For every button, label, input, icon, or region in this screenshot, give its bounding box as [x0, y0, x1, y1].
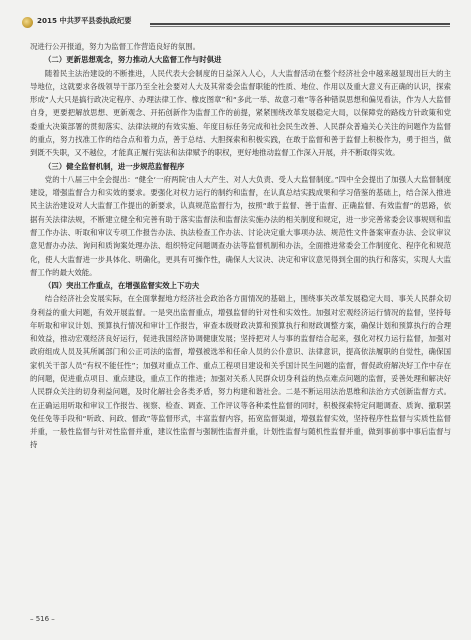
- emblem-icon: [22, 17, 33, 28]
- running-title: 2015 中共罗平县委执政纪要: [37, 16, 132, 25]
- page-number: – 516 –: [30, 615, 55, 623]
- section-heading: （三）健全监督机制，进一步规范监督程序: [44, 161, 185, 171]
- body-text: [30, 40, 451, 452]
- section-heading: （四）突出工作重点，在增强监督实效上下功夫: [44, 281, 200, 291]
- section-heading: （二）更新思想观念，努力推动人大监督工作与时俱进: [44, 55, 222, 65]
- paragraph: 随着民主法治建设的不断推进，人民代表大会制度的日益深入人心，人大监督活动在整个经济社会中越来越显现出巨大的主导地位，这就要求各级领导干部乃至全社会要对人大及其常委会监督职能的性质、地位、作用以及重大意义有正确的认识，探索形成“人大只是搞行政决定程序、办理法律工作、橡皮图章”和“多此一举、故意刁难”等各种错误思想和偏见看法，作为人大监督自身，更要把解放思想、更新观念、开拓创新作为监督工作的前提，紧紧围绕改革发展稳定大局，以保障党的路线方针政策和党委重大决策部署的贯彻落实、法律法规的有效实施、年度目标任务完成和社会民生改善、人民群众普遍关心关注的问题作为监督的重点，努力找准工作的结合点和着力点，善于总结、大胆探索和积极实践，在敢于监督和善于监督上积极作为，勇于担当，做到既不失职，又不越位，才能真正履行宪法和法律赋予的职权，更好地推动监督工作深入开展，并不断取得实效。: [30, 68, 451, 158]
- header-rule: [150, 23, 450, 25]
- paragraph: 结合经济社会发展实际，在全面掌握地方经济社会政治各方面情况的基础上，围绕事关改革发展稳定大局、事关人民群众切身利益的重大问题，有效开展监督。一是突出监督重点，增强监督的针对性和实效性。加强对宏观经济运行情况的监督，坚持每年听取和审议计划、预算执行情况和审计工作报告，审查本级财政决算和预算执行和财政调整方案，确保计划和预算执行的合理和效益，推动宏观经济良好运行，促进我国经济协调健康发展；坚持把对人与事的监督结合起来，强化对权力运行监督，加强对政府组成人员及其所属部门和公正司法的监督，增强被选举和任命人员的公仆意识、法律意识，提高依法履职的自觉性，确保国家机关干部人员“有权不能任性”；加强对重点工作、重点工程项目建设和关乎国计民生问题的监督，督促政府解决好工作中存在的问题，促进重点项目、重点建设，重点工作的推进；加强对关系人民群众切身利益的热点难点问题的监督，妥善处理和解决好人民群众关注的切身利益问题，及时化解社会各类矛盾，努力构建和谐社会。二是不断运用法治思维和法治方式创新监督方式。在正确运用听取和审议工作报告、视察、检查、调查、工作评议等各种柔性监督的同时，积极探索特定问题调查、质询、撤职罢免任免等手段和“听政、问政、督政”等监督形式，丰富监督内容，拓宽监督渠道，增强监督实效，坚持程序性监督与实质性监督并重，一般性监督与针对性监督并重，建议性监督与强制性监督并重，计划性监督与随机性监督并重，做到事前事中事后监督与持: [30, 294, 451, 450]
- paragraph: 党的十八届三中全会提出：“健全‘一府两院’由人大产生、对人大负责、受人大监督制度。”四中全会提出了加强人大监督制度建设，增强监督合力和实效的要求。要强化对权力运行的制约和监督，在认真总结实践成果和学习借鉴的基础上，结合深入推进民主法治建设对人大监督工作提出的新要求，认真规范监督行为，按照“敢于监督、善于监督、正确监督、有效监督”的思路，依据有关法律法规，不断建立健全和完善有助于落实监督法和监督法实施办法的相关制度和规定，进一步完善常委会议事规则和监督工作办法、听取和审议专项工作报告办法、执法检查工作办法、讨论决定重大事项办法、规范性文件备案审查办法、会议审议意见督办办法、询问和质询案处理办法、组织特定问题调查办法等监督机制和办法，全面推进常委会工作制度化、程序化和规范化，使人大监督进一步具体化、明确化，更具有可操作性，确保人大议决、决定和审议意见得到全面的执行和落实，实现人大监督工作的最大效能。: [30, 174, 451, 277]
- header-rule-thin: [150, 26, 450, 27]
- page-header: [0, 0, 471, 40]
- paragraph: 况进行公开报道，努力为监督工作营造良好的氛围。: [30, 42, 200, 51]
